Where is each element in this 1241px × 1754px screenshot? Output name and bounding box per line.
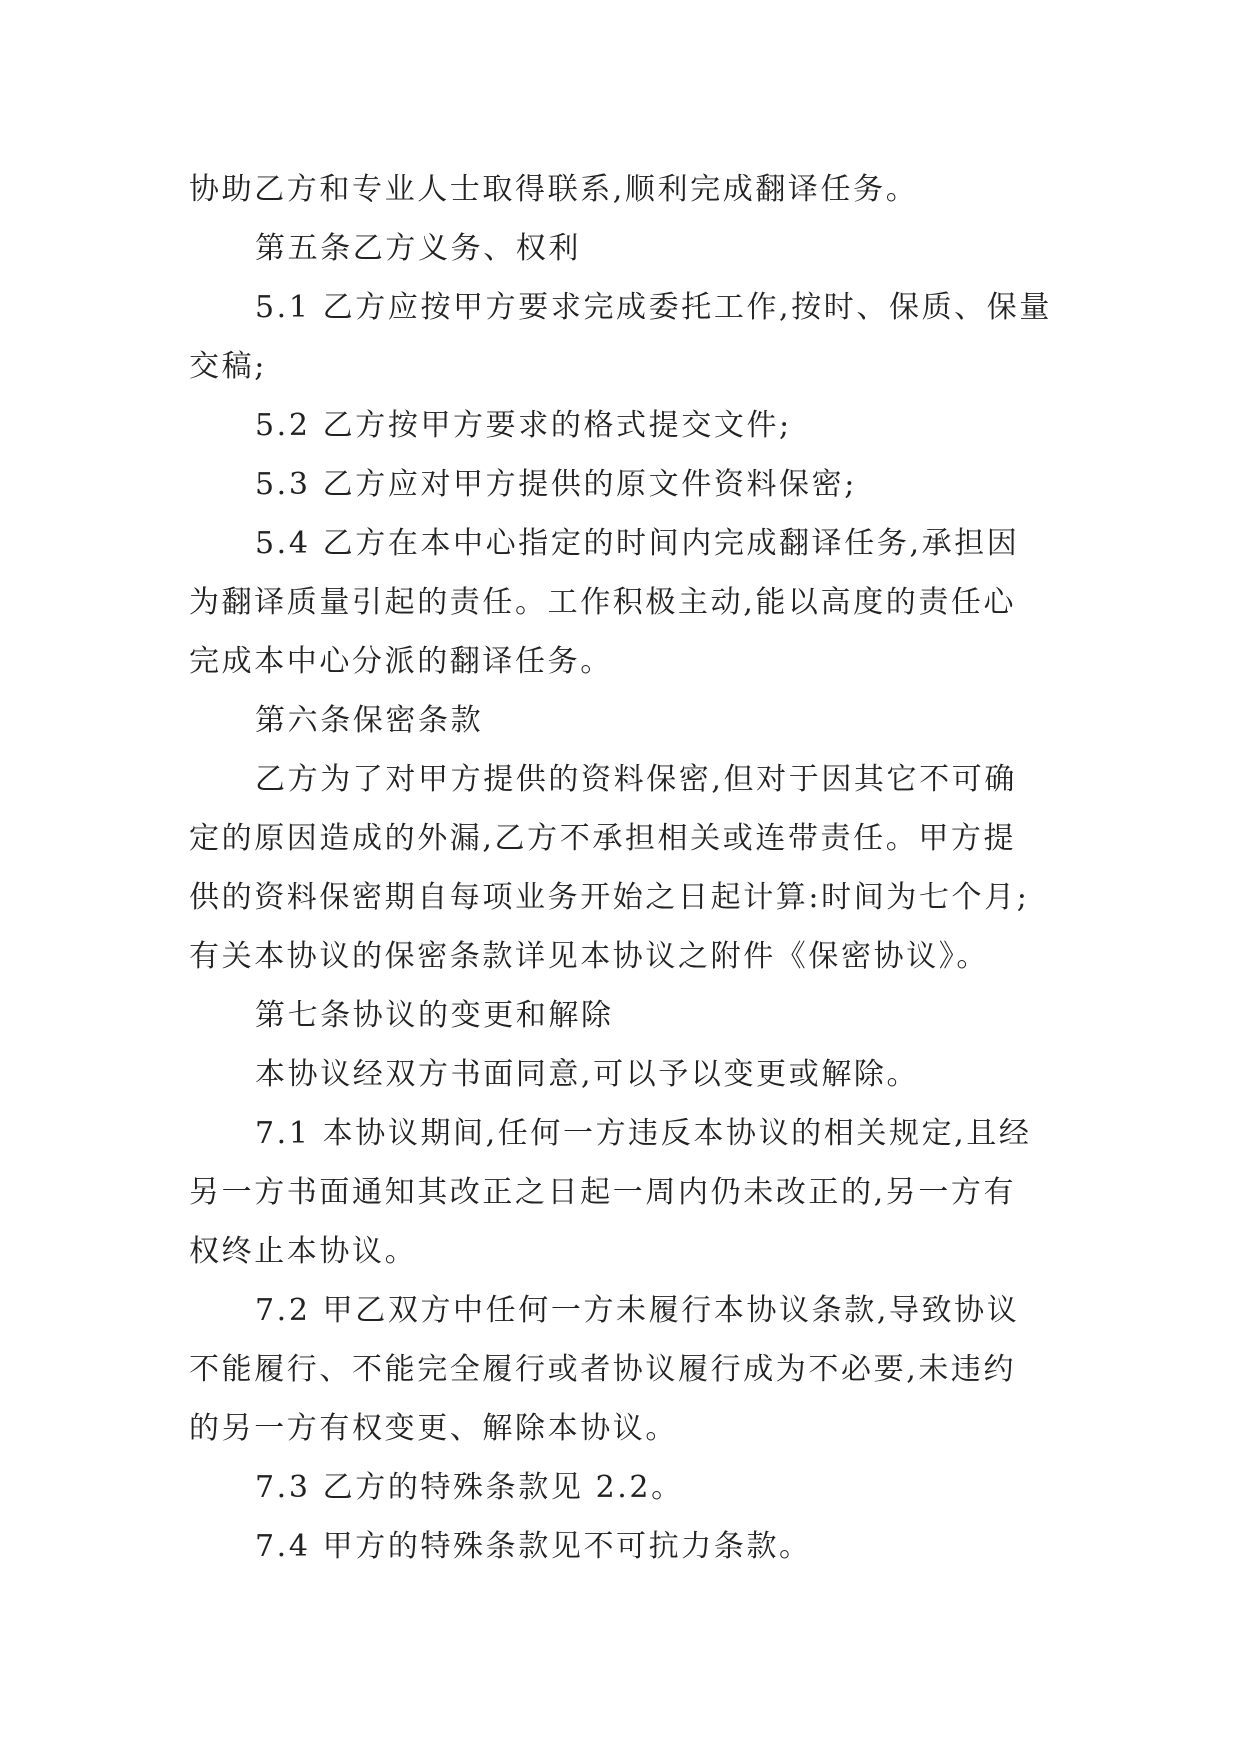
text-line: 完成本中心分派的翻译任务。 [189, 644, 613, 679]
text-line: 7.3 乙方的特殊条款见 2.2。 [255, 1470, 684, 1505]
text-line: 为翻译质量引起的责任。工作积极主动,能以高度的责任心 [189, 585, 1017, 620]
text-line: 有关本协议的保密条款详见本协议之附件《保密协议》。 [189, 939, 989, 974]
text-line: 5.3 乙方应对甲方提供的原文件资料保密; [255, 467, 857, 502]
text-line: 乙方为了对甲方提供的资料保密,但对于因其它不可确 [255, 762, 1017, 797]
section-heading: 第六条保密条款 [255, 703, 484, 738]
text-line: 供的资料保密期自每项业务开始之日起计算:时间为七个月; [189, 880, 1030, 915]
text-line: 的另一方有权变更、解除本协议。 [189, 1411, 678, 1446]
document-body [189, 160, 1059, 1576]
text-line: 7.1 本协议期间,任何一方违反本协议的相关规定,且经 [255, 1116, 1032, 1151]
text-line: 5.4 乙方在本中心指定的时间内完成翻译任务,承担因 [255, 526, 1020, 561]
text-line: 7.2 甲乙双方中任何一方未履行本协议条款,导致协议 [255, 1293, 1020, 1328]
section-heading: 第七条协议的变更和解除 [255, 998, 614, 1033]
section-heading: 第五条乙方义务、权利 [255, 231, 581, 266]
text-line: 7.4 甲方的特殊条款见不可抗力条款。 [255, 1529, 812, 1564]
text-line: 另一方书面通知其改正之日起一周内仍未改正的,另一方有 [189, 1175, 1017, 1210]
text-line: 本协议经双方书面同意,可以予以变更或解除。 [255, 1057, 920, 1092]
text-line: 交稿; [189, 349, 267, 384]
text-line: 权终止本协议。 [189, 1234, 418, 1269]
text-line: 5.2 乙方按甲方要求的格式提交文件; [255, 408, 792, 443]
text-line: 5.1 乙方应按甲方要求完成委托工作,按时、保质、保量 [255, 290, 1052, 325]
text-line: 定的原因造成的外漏,乙方不承担相关或连带责任。甲方提 [189, 821, 1017, 856]
text-line: 协助乙方和专业人士取得联系,顺利完成翻译任务。 [189, 172, 919, 207]
text-line: 不能履行、不能完全履行或者协议履行成为不必要,未违约 [189, 1352, 1017, 1387]
